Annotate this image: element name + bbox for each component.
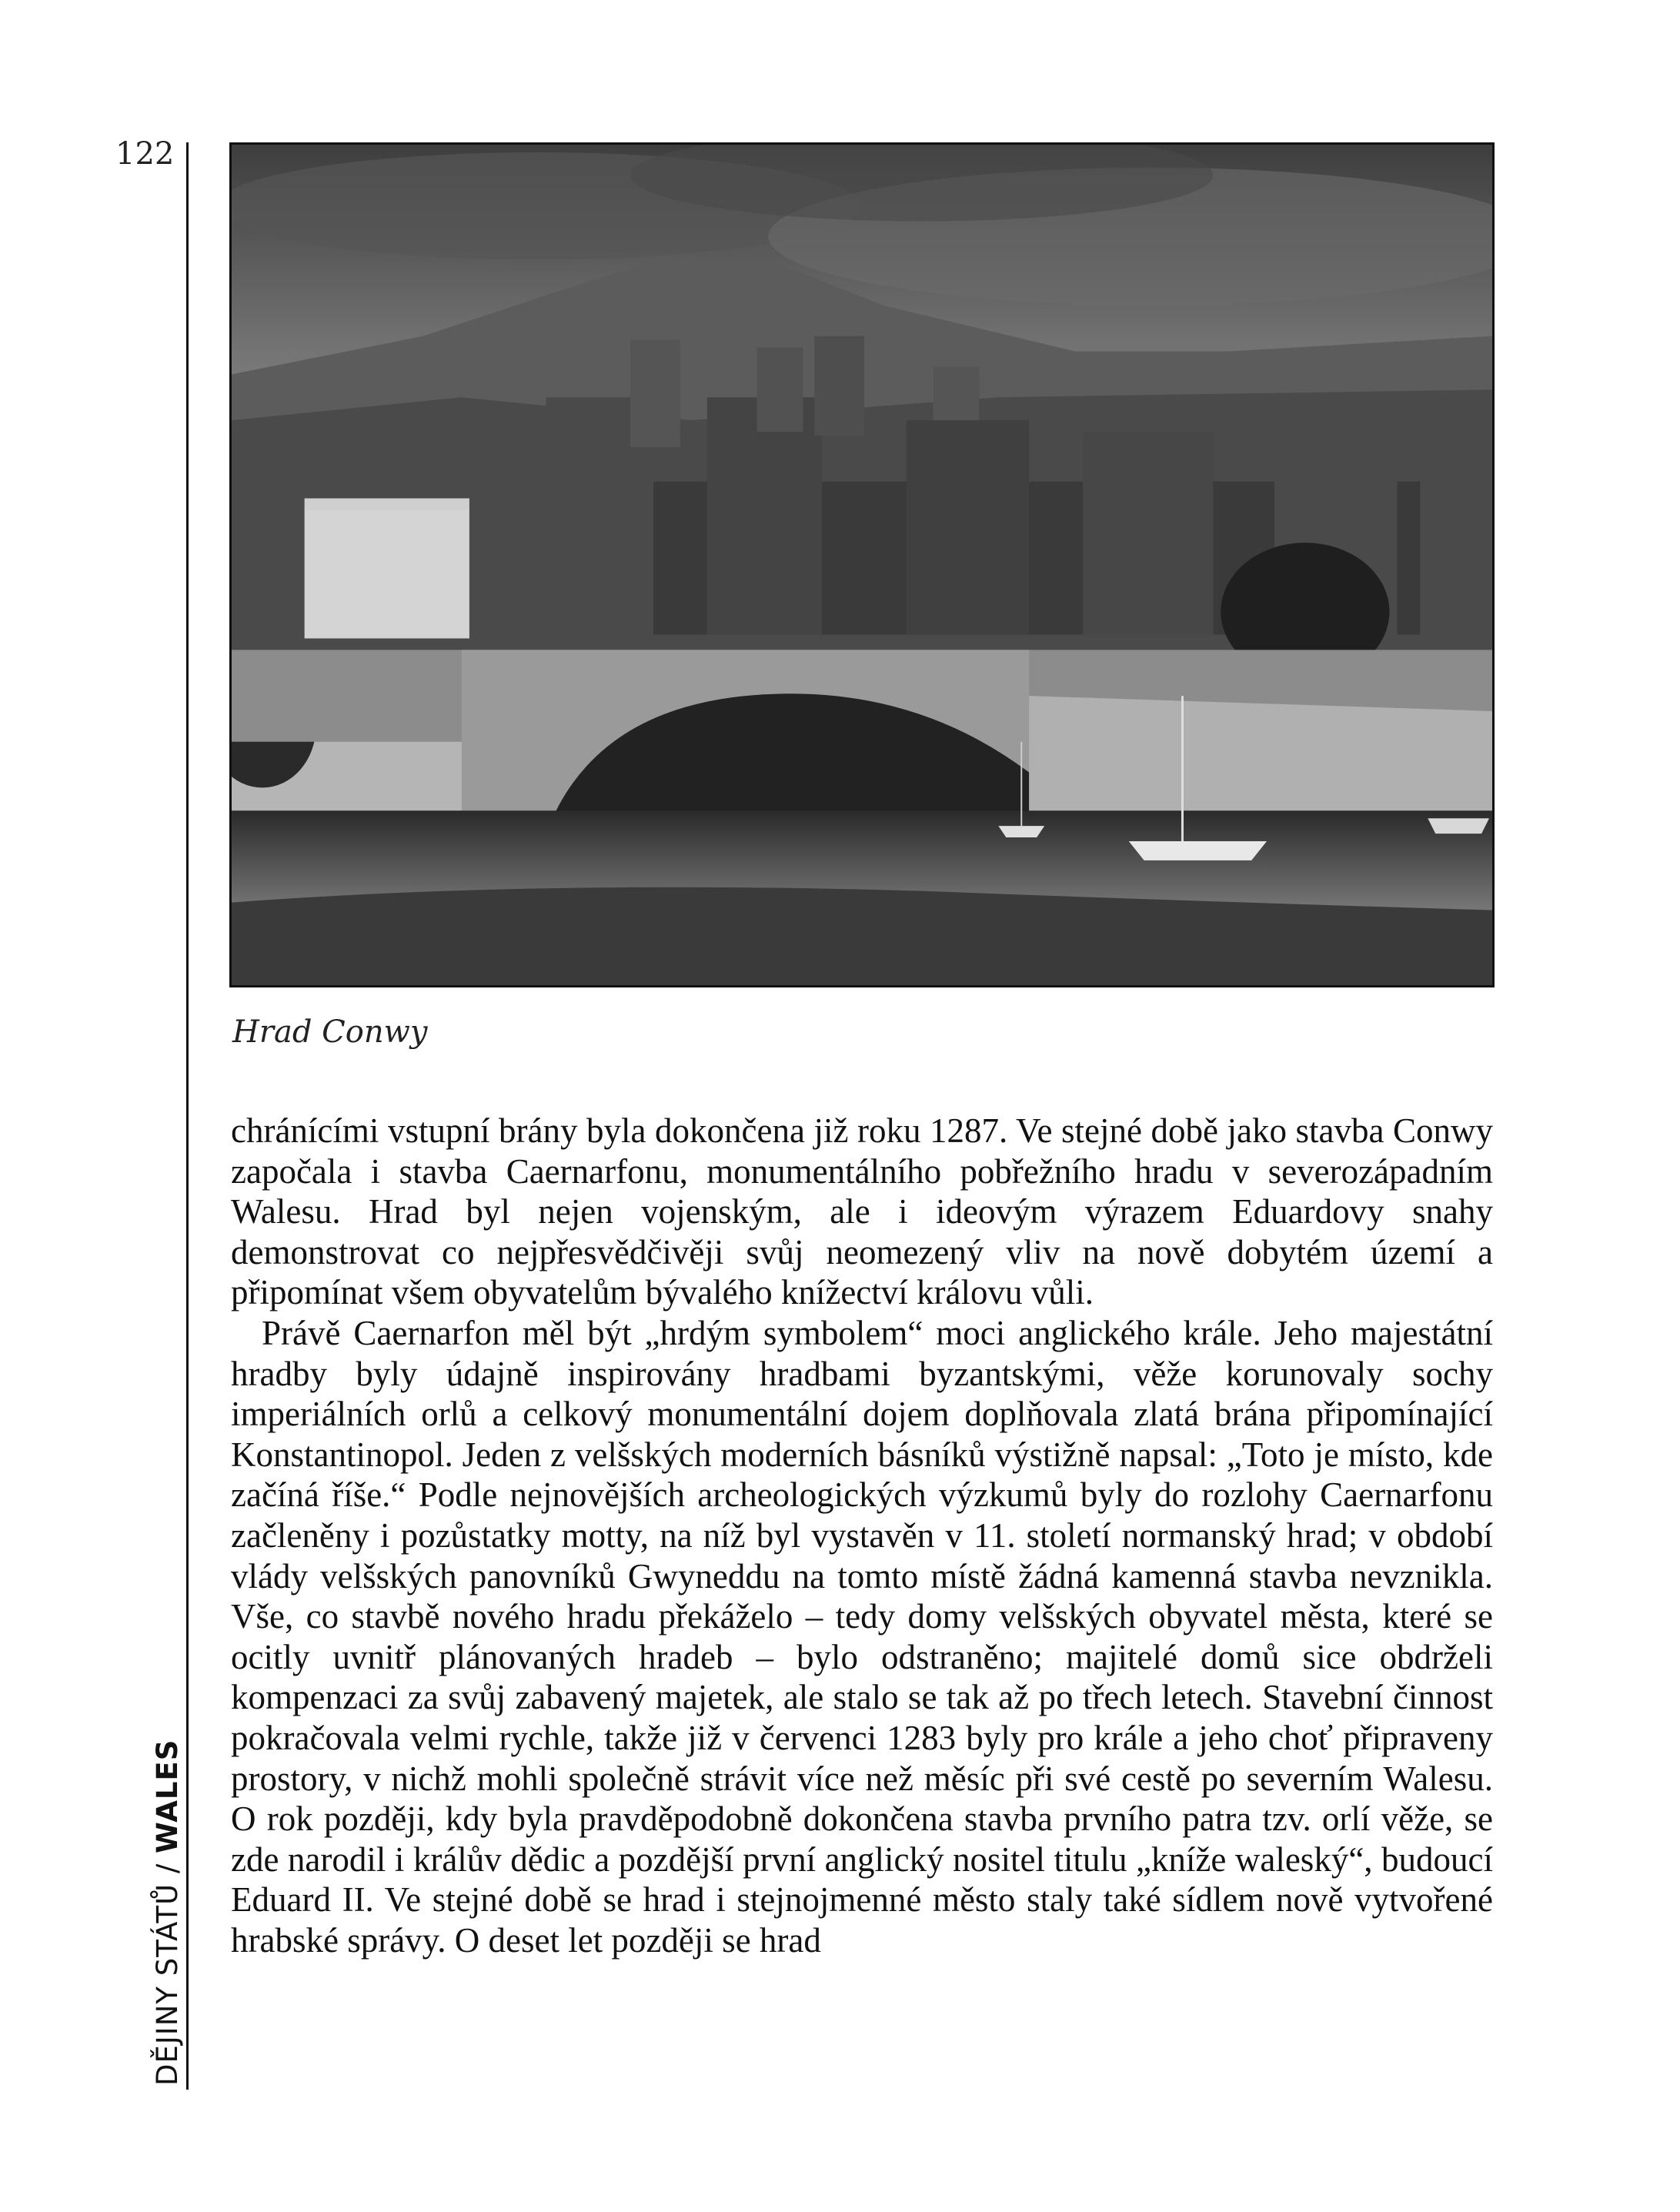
page-number: 122: [115, 136, 175, 172]
body-text: [231, 1111, 1493, 1960]
running-head-prefix: DĚJINY STÁTŮ /: [151, 1853, 184, 2086]
paragraph-1: chránícími vstupní brány byla dokončena již roku 1287. Ve stejné době jako stavba Conwy započala i stavba Caernarfonu, monumentálního pobřežního hradu v severozápadním Walesu. Hrad byl nejen vojenským, ale i ideovým výrazem Eduardovy snahy demonstrovat co nejpřesvědčivěji svůj neomezený vliv na nově dobytém území a připomínat všem obyvatelům bývalého knížectví královu vůli.: [231, 1111, 1493, 1312]
figure-caption: Hrad Conwy: [232, 1014, 428, 1050]
running-head: [151, 1739, 184, 2086]
running-head-section: WALES: [151, 1739, 184, 1853]
margin-rule: [186, 142, 189, 2090]
paragraph-2: Právě Caernarfon měl být „hrdým symbolem“ moci anglického krále. Jeho majestátní hradby byly údajně inspirovány hradbami byzantskými, věže korunovaly sochy imperiálních orlů a celkový monumentální dojem doplňovala zlatá brána připomínající Konstantinopol. Jeden z velšských moderních básníků výstižně napsal: „Toto je místo, kde začíná říše.“ Podle nejnovějších archeologických výzkumů byly do rozlohy Caernarfonu začleněny i pozůstatky motty, na níž byl vystavěn v 11. století normanský hrad; v období vlády velšských panovníků Gwyneddu na tomto místě žádná kamenná stavba nevznikla. Vše, co stavbě nového hradu překáželo – tedy domy velšských obyvatel města, které se ocitly uvnitř plánovaných hradeb – bylo odstraněno; majitelé domů sice obdrželi kompenzaci za svůj zabavený majetek, ale stalo se tak až po třech letech. Stavební činnost pokračovala velmi rychle, takže již v červenci 1283 byly pro krále a jeho choť připraveny prostory, v nichž mohli společně strávit více než měsíc při své cestě po severním Walesu. O rok později, kdy byla pravděpodobně dokončena stavba prvního patra tzv. orlí věže, se zde narodil i králův dědic a pozdější první anglický nositel titulu „kníže waleský“, budoucí Eduard II. Ve stejné době se hrad i stejnojmenné město staly také sídlem nově vytvořené hrabské správy. O deset let později se hrad: [231, 1313, 1493, 1960]
castle-photo-icon: [232, 145, 1492, 985]
castle-photo: [229, 142, 1495, 987]
